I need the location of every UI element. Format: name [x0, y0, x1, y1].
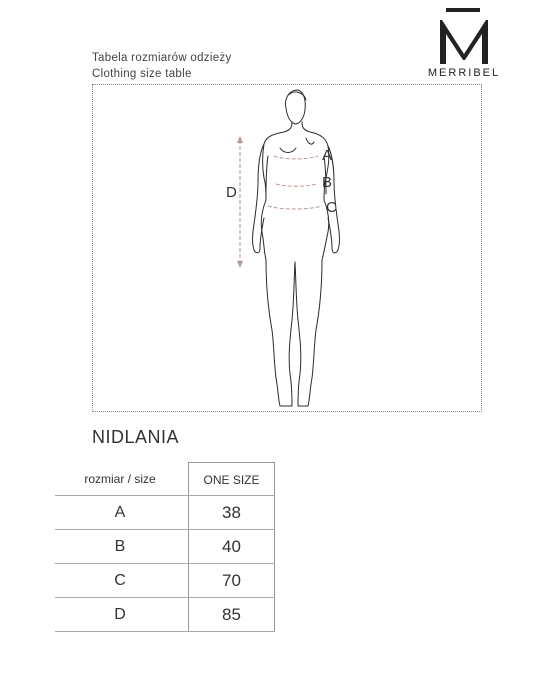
figure-label-b: B: [322, 174, 333, 191]
size-table-header-row: [55, 462, 275, 496]
logo-mark: [410, 6, 518, 68]
size-table-row: [55, 598, 275, 632]
size-value: 70: [188, 564, 275, 598]
size-table-header-label: rozmiar / size: [84, 472, 156, 486]
brand-name: MERRIBEL: [427, 67, 501, 79]
figure-leg-right: [295, 260, 322, 406]
size-value: 40: [188, 530, 275, 564]
header-title-pl: Tabela rozmiarów odzieży: [92, 52, 232, 64]
size-table-row: [55, 496, 275, 530]
size-label: B: [114, 538, 126, 555]
size-value: 85: [188, 598, 275, 632]
size-label: A: [114, 504, 126, 521]
header-title-en: Clothing size table: [92, 68, 192, 80]
figure-label-c: C: [326, 199, 337, 216]
size-table-row: [55, 564, 275, 598]
size-table-header-value: ONE SIZE: [188, 462, 275, 496]
size-value: 38: [188, 496, 275, 530]
measure-line-b: [276, 184, 316, 186]
size-table: [55, 462, 275, 632]
size-table-row: [55, 530, 275, 564]
figure-label-a: A: [322, 147, 333, 164]
figure-torso-right: [302, 122, 329, 260]
product-name: NIDLANIA: [92, 427, 180, 447]
figure-label-d: D: [226, 184, 237, 201]
body-measurement-figure: [220, 86, 365, 412]
brand-logo: [410, 6, 518, 86]
figure-leg-left: [266, 260, 295, 406]
size-label: D: [114, 606, 126, 623]
measure-line-a: [274, 156, 318, 159]
figure-head: [286, 90, 306, 124]
measure-line-c: [268, 206, 322, 209]
size-label: C: [114, 572, 126, 589]
row-divider: [55, 631, 275, 632]
